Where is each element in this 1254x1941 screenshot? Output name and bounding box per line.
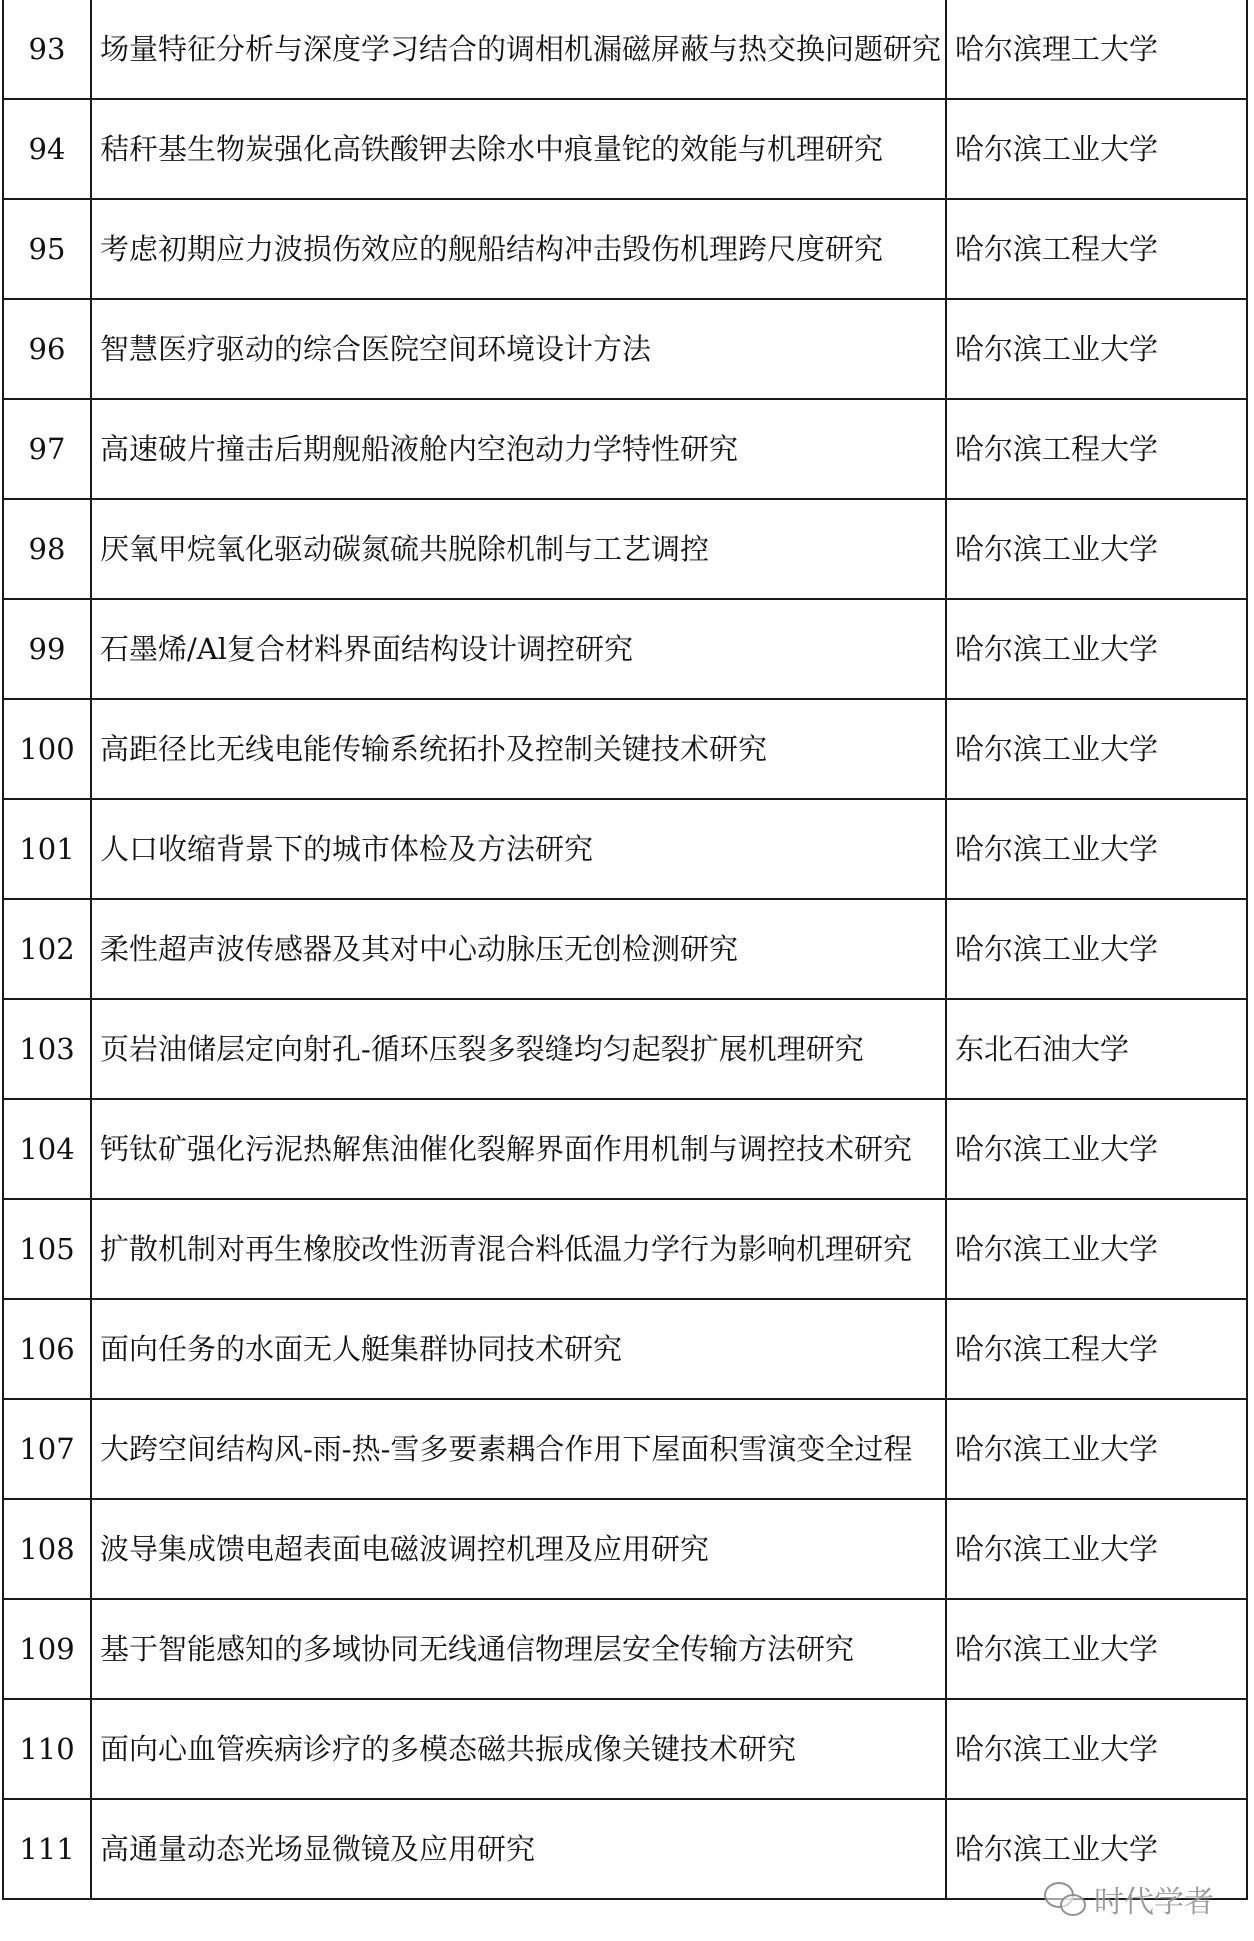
institution: 东北石油大学 [946, 999, 1247, 1099]
project-title: 场量特征分析与深度学习结合的调相机漏磁屏蔽与热交换问题研究 [91, 0, 946, 99]
row-number: 105 [3, 1199, 91, 1299]
institution: 哈尔滨工业大学 [946, 1799, 1247, 1899]
project-title: 秸秆基生物炭强化高铁酸钾去除水中痕量铊的效能与机理研究 [91, 99, 946, 199]
project-title: 智慧医疗驱动的综合医院空间环境设计方法 [91, 299, 946, 399]
wechat-icon [1044, 1882, 1084, 1916]
institution: 哈尔滨工业大学 [946, 599, 1247, 699]
table-row [3, 899, 1247, 999]
table-row [3, 1399, 1247, 1499]
row-number: 102 [3, 899, 91, 999]
institution: 哈尔滨工业大学 [946, 1499, 1247, 1599]
row-number: 96 [3, 299, 91, 399]
project-title: 面向任务的水面无人艇集群协同技术研究 [91, 1299, 946, 1399]
table-row [3, 299, 1247, 399]
table-row [3, 1099, 1247, 1199]
project-title: 人口收缩背景下的城市体检及方法研究 [91, 799, 946, 899]
project-title: 钙钛矿强化污泥热解焦油催化裂解界面作用机制与调控技术研究 [91, 1099, 946, 1199]
row-number: 93 [3, 0, 91, 99]
row-number: 99 [3, 599, 91, 699]
project-table [2, 0, 1248, 1900]
institution: 哈尔滨工业大学 [946, 1699, 1247, 1799]
institution: 哈尔滨工业大学 [946, 1099, 1247, 1199]
row-number: 98 [3, 499, 91, 599]
row-number: 107 [3, 1399, 91, 1499]
table-row [3, 1699, 1247, 1799]
row-number: 111 [3, 1799, 91, 1899]
institution: 哈尔滨工业大学 [946, 499, 1247, 599]
project-title: 扩散机制对再生橡胶改性沥青混合料低温力学行为影响机理研究 [91, 1199, 946, 1299]
row-number: 101 [3, 799, 91, 899]
table-row [3, 399, 1247, 499]
table-row [3, 99, 1247, 199]
row-number: 109 [3, 1599, 91, 1699]
table-row [3, 1199, 1247, 1299]
project-title: 考虑初期应力波损伤效应的舰船结构冲击毁伤机理跨尺度研究 [91, 199, 946, 299]
table-row [3, 799, 1247, 899]
institution: 哈尔滨工业大学 [946, 699, 1247, 799]
watermark [1044, 1877, 1214, 1921]
project-title: 柔性超声波传感器及其对中心动脉压无创检测研究 [91, 899, 946, 999]
table-row [3, 199, 1247, 299]
project-title: 高速破片撞击后期舰船液舱内空泡动力学特性研究 [91, 399, 946, 499]
row-number: 94 [3, 99, 91, 199]
table-row [3, 599, 1247, 699]
project-title: 石墨烯/Al复合材料界面结构设计调控研究 [91, 599, 946, 699]
row-number: 110 [3, 1699, 91, 1799]
project-title: 高通量动态光场显微镜及应用研究 [91, 1799, 946, 1899]
institution: 哈尔滨工业大学 [946, 99, 1247, 199]
project-title: 页岩油储层定向射孔-循环压裂多裂缝均匀起裂扩展机理研究 [91, 999, 946, 1099]
row-number: 104 [3, 1099, 91, 1199]
table-row [3, 499, 1247, 599]
institution: 哈尔滨工业大学 [946, 1399, 1247, 1499]
table-row [3, 0, 1247, 99]
project-title: 大跨空间结构风-雨-热-雪多要素耦合作用下屋面积雪演变全过程 [91, 1399, 946, 1499]
institution: 哈尔滨工业大学 [946, 1599, 1247, 1699]
institution: 哈尔滨工业大学 [946, 899, 1247, 999]
row-number: 103 [3, 999, 91, 1099]
row-number: 108 [3, 1499, 91, 1599]
table-row [3, 1499, 1247, 1599]
institution: 哈尔滨工程大学 [946, 199, 1247, 299]
row-number: 97 [3, 399, 91, 499]
institution: 哈尔滨工程大学 [946, 399, 1247, 499]
table-row [3, 1299, 1247, 1399]
table-row [3, 699, 1247, 799]
watermark-text: 时代学者 [1094, 1885, 1214, 1920]
institution: 哈尔滨理工大学 [946, 0, 1247, 99]
row-number: 95 [3, 199, 91, 299]
row-number: 100 [3, 699, 91, 799]
institution: 哈尔滨工业大学 [946, 1199, 1247, 1299]
institution: 哈尔滨工程大学 [946, 1299, 1247, 1399]
table-row [3, 1599, 1247, 1699]
project-title: 厌氧甲烷氧化驱动碳氮硫共脱除机制与工艺调控 [91, 499, 946, 599]
table-row [3, 999, 1247, 1099]
project-title: 波导集成馈电超表面电磁波调控机理及应用研究 [91, 1499, 946, 1599]
project-title: 基于智能感知的多域协同无线通信物理层安全传输方法研究 [91, 1599, 946, 1699]
institution: 哈尔滨工业大学 [946, 799, 1247, 899]
row-number: 106 [3, 1299, 91, 1399]
project-title: 高距径比无线电能传输系统拓扑及控制关键技术研究 [91, 699, 946, 799]
institution: 哈尔滨工业大学 [946, 299, 1247, 399]
project-title: 面向心血管疾病诊疗的多模态磁共振成像关键技术研究 [91, 1699, 946, 1799]
